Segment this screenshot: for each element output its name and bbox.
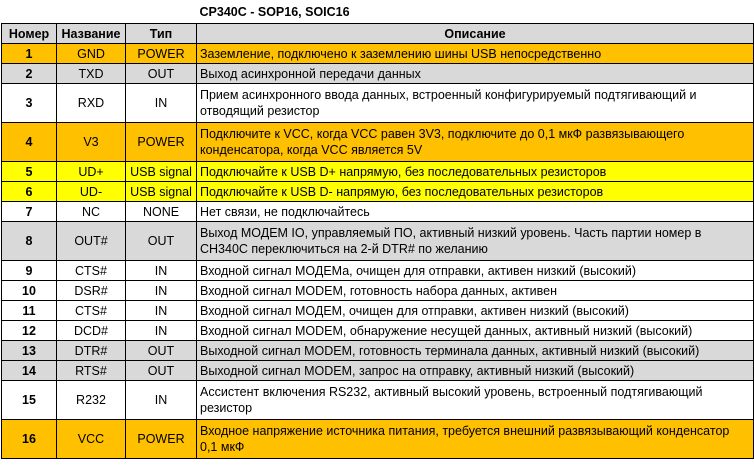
pin-number: 8 <box>2 222 57 261</box>
pin-type: NONE <box>126 202 197 222</box>
pin-description: Входной сигнал MODEM, обнаружение несущей данных, активный низкий (высокий) <box>197 321 754 341</box>
pin-name: V3 <box>57 123 126 162</box>
pin-name: NC <box>57 202 126 222</box>
pin-description: Выходной сигнал MODEM, запрос на отправку, активный низкий (высокий) <box>197 361 754 381</box>
pin-number: 16 <box>2 420 57 459</box>
table-row <box>2 420 754 459</box>
pin-name: RTS# <box>57 361 126 381</box>
pin-name: CTS# <box>57 261 126 281</box>
pin-number: 10 <box>2 281 57 301</box>
pin-name: DCD# <box>57 321 126 341</box>
pin-type: OUT <box>126 361 197 381</box>
title-spacer <box>57 1 126 24</box>
pin-description: Подключайте к USB D+ напрямую, без последовательных резисторов <box>197 162 754 182</box>
header-row <box>2 24 754 44</box>
pin-description: Ассистент включения RS232, активный высокий уровень, встроенный подтягивающий резистор <box>197 381 754 420</box>
pin-type: IN <box>126 261 197 281</box>
pin-type: IN <box>126 321 197 341</box>
table-row <box>2 84 754 123</box>
pin-name: GND <box>57 44 126 64</box>
pin-description: Входной сигнал МОДЕМ, очищен для отправки, активен низкий (высокий) <box>197 301 754 321</box>
pin-name: TXD <box>57 64 126 84</box>
title-row <box>2 1 754 24</box>
pin-type: IN <box>126 381 197 420</box>
pin-type: POWER <box>126 420 197 459</box>
pin-name: DTR# <box>57 341 126 361</box>
pin-number: 4 <box>2 123 57 162</box>
title-spacer <box>2 1 57 24</box>
pin-number: 5 <box>2 162 57 182</box>
pin-type: USB signal <box>126 182 197 202</box>
header-type: Тип <box>126 24 197 44</box>
pin-description: Входной сигнал МОДЕМа, очищен для отправки, активен низкий (высокий) <box>197 261 754 281</box>
pin-type: IN <box>126 281 197 301</box>
pin-name: RXD <box>57 84 126 123</box>
pin-number: 13 <box>2 341 57 361</box>
pin-type: USB signal <box>126 162 197 182</box>
pin-number: 14 <box>2 361 57 381</box>
table-title: CP340C - SOP16, SOIC16 <box>199 5 350 19</box>
pin-number: 12 <box>2 321 57 341</box>
pin-number: 11 <box>2 301 57 321</box>
pin-type: OUT <box>126 64 197 84</box>
title-spacer <box>126 1 197 24</box>
pin-description: Входной сигнал MODEM, готовность набора данных, активен <box>197 281 754 301</box>
pin-description: Подключите к VCC, когда VCC равен 3V3, подключите до 0,1 мкФ развязывающего конденсатора, когда VCC является 5V <box>197 123 754 162</box>
header-number: Номер <box>2 24 57 44</box>
table-row <box>2 222 754 261</box>
table-row <box>2 361 754 381</box>
pin-name: UD- <box>57 182 126 202</box>
pin-description: Прием асинхронного ввода данных, встроенный конфигурируемый подтягивающий и отводящий резистор <box>197 84 754 123</box>
pin-description: Подключайте к USB D- напрямую, без последовательных резисторов <box>197 182 754 202</box>
table-row <box>2 123 754 162</box>
pin-description: Нет связи, не подключайтесь <box>197 202 754 222</box>
table-row <box>2 162 754 182</box>
pin-type: IN <box>126 84 197 123</box>
pin-name: UD+ <box>57 162 126 182</box>
pin-number: 9 <box>2 261 57 281</box>
pin-number: 3 <box>2 84 57 123</box>
pinout-table <box>1 1 754 459</box>
pin-description: Выход асинхронной передачи данных <box>197 64 754 84</box>
pin-description: Заземление, подключено к заземлению шины USB непосредственно <box>197 44 754 64</box>
pin-number: 7 <box>2 202 57 222</box>
pin-description: Выходной сигнал MODEM, готовность терминала данных, активный низкий (высокий) <box>197 341 754 361</box>
header-name: Название <box>57 24 126 44</box>
pin-type: OUT <box>126 341 197 361</box>
pin-name: R232 <box>57 381 126 420</box>
pin-type: POWER <box>126 123 197 162</box>
table-row <box>2 182 754 202</box>
pin-name: CTS# <box>57 301 126 321</box>
pin-type: IN <box>126 301 197 321</box>
pin-description: Выход МОДЕМ IO, управляемый ПО, активный низкий уровень. Часть партии номер в CH340C переключиться на 2-й DTR# по желанию <box>197 222 754 261</box>
pin-number: 1 <box>2 44 57 64</box>
pin-number: 2 <box>2 64 57 84</box>
table-row <box>2 64 754 84</box>
table-row <box>2 261 754 281</box>
pin-name: OUT# <box>57 222 126 261</box>
pin-type: POWER <box>126 44 197 64</box>
pin-type: OUT <box>126 222 197 261</box>
table-row <box>2 44 754 64</box>
pin-description: Входное напряжение источника питания, требуется внешний развязывающий конденсатор 0,1 мкФ <box>197 420 754 459</box>
table-row <box>2 202 754 222</box>
table-row <box>2 341 754 361</box>
pin-name: VCC <box>57 420 126 459</box>
table-row <box>2 321 754 341</box>
pin-number: 6 <box>2 182 57 202</box>
table-row <box>2 381 754 420</box>
pin-number: 15 <box>2 381 57 420</box>
pin-name: DSR# <box>57 281 126 301</box>
table-row <box>2 301 754 321</box>
header-description: Описание <box>197 24 754 44</box>
table-row <box>2 281 754 301</box>
